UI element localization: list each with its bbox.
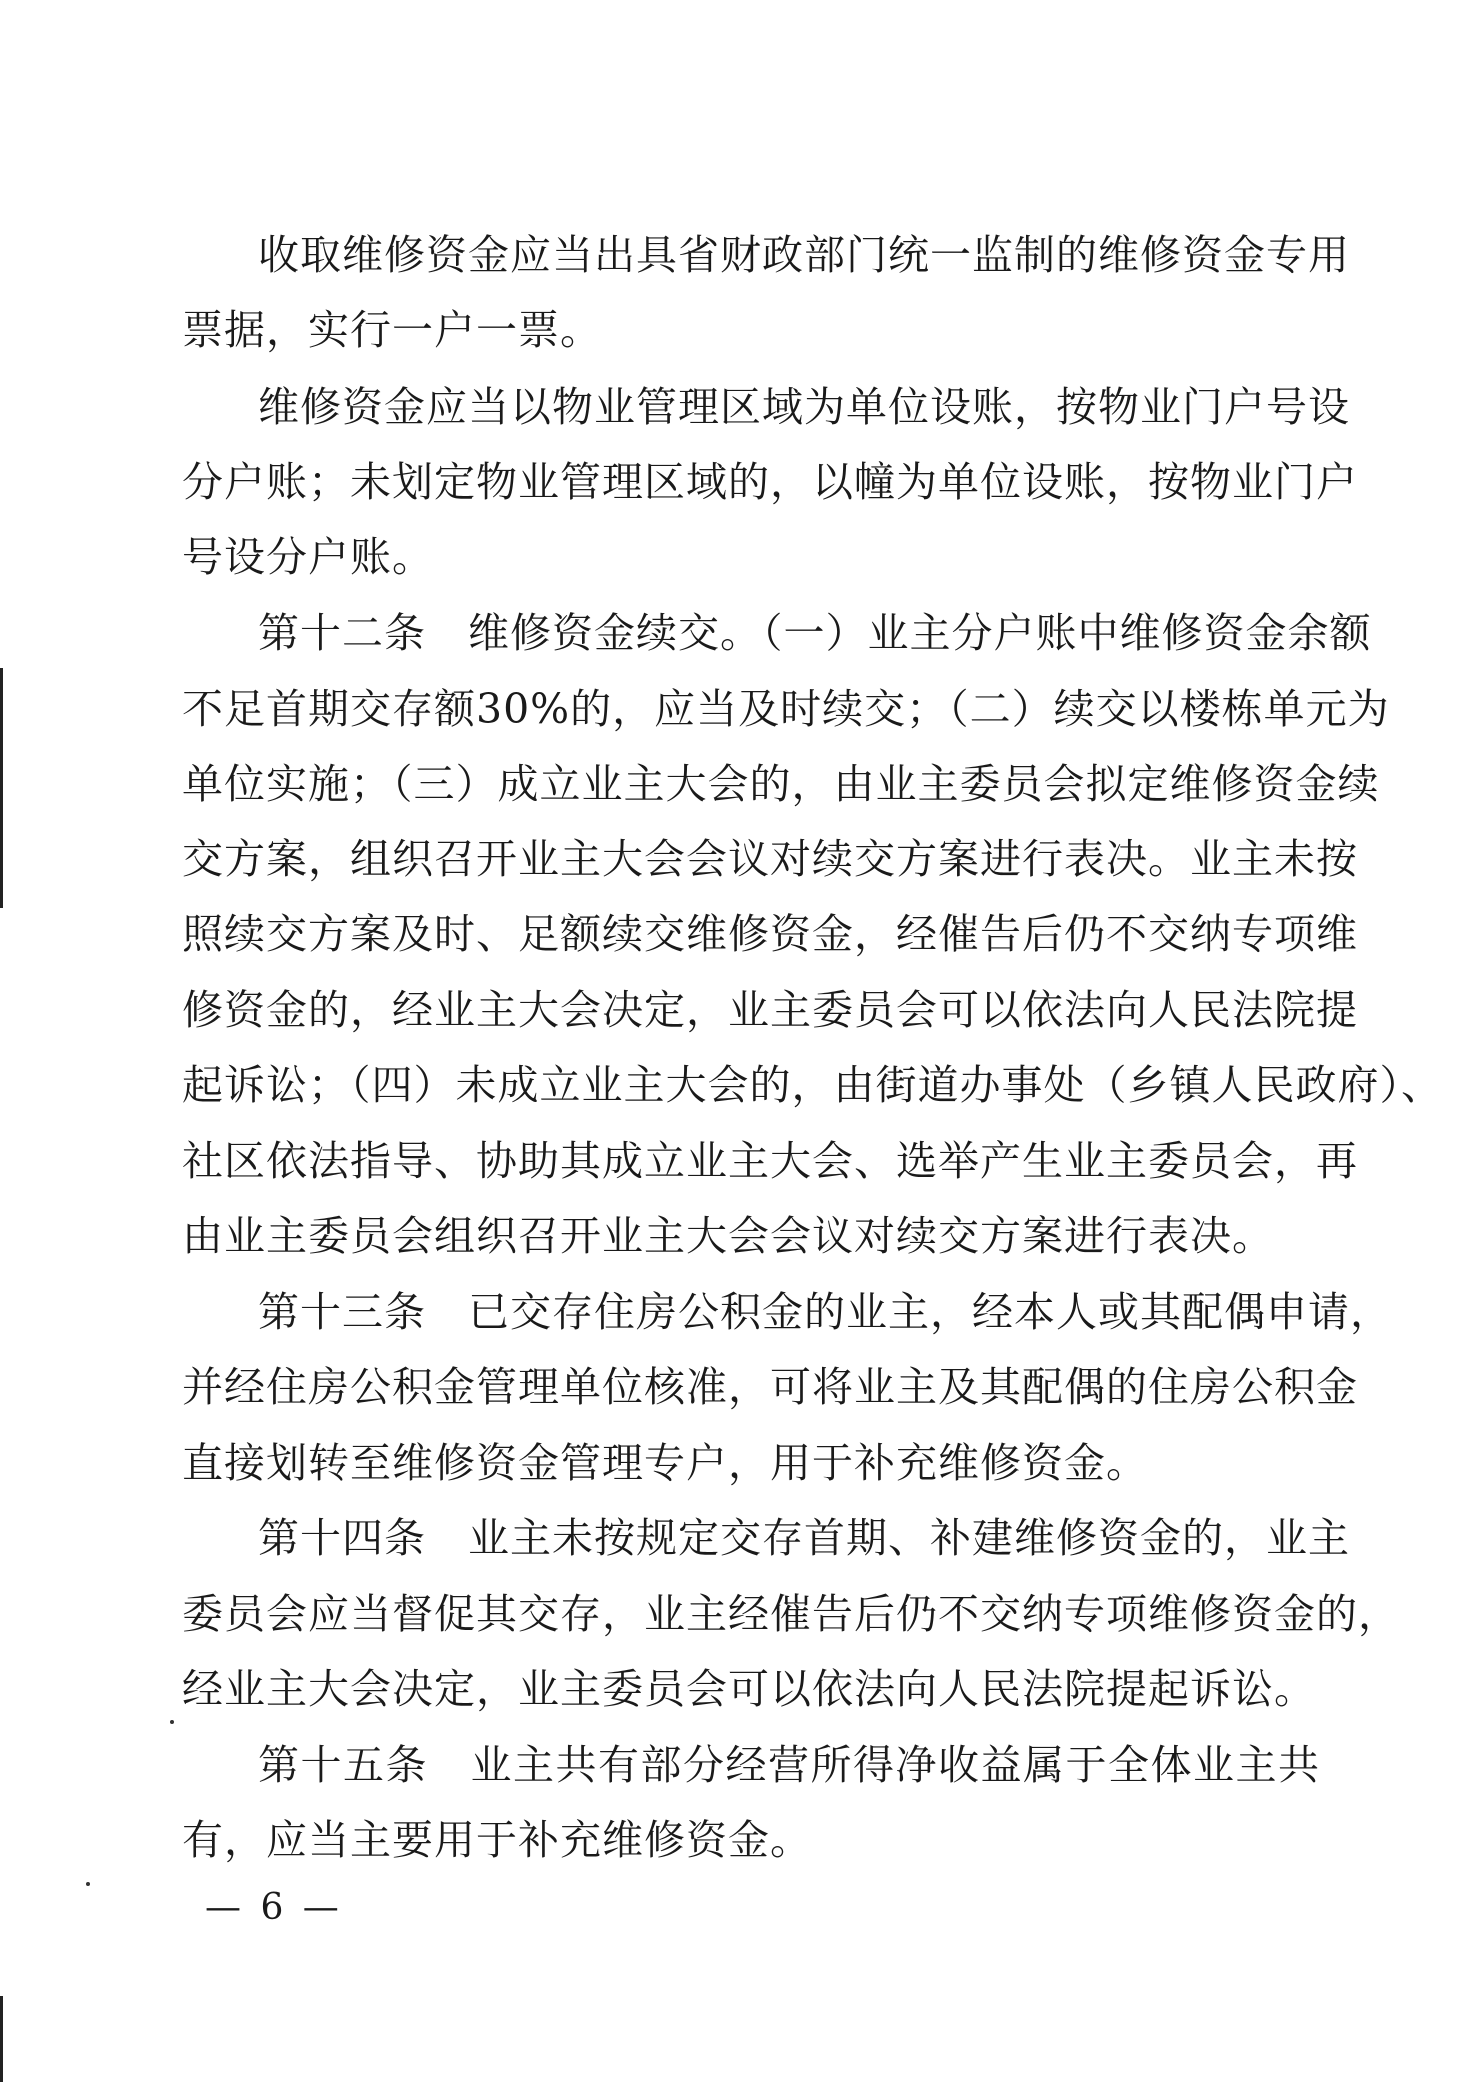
text-line: 交方案，组织召开业主大会会议对续交方案进行表决。业主未按 (182, 835, 1358, 883)
page-number: — 6 — (205, 1887, 343, 1928)
text-line: 票据，实行一户一票。 (182, 306, 602, 354)
article-12-heading-line: 第十二条 维修资金续交。（一）业主分户账中维修资金余额 (258, 609, 1372, 657)
text-line: 照续交方案及时、足额续交维修资金，经催告后仍不交纳专项维 (182, 910, 1358, 958)
scan-margin-mark (0, 668, 3, 908)
article-14-heading-line: 第十四条 业主未按规定交存首期、补建维修资金的，业主 (258, 1514, 1350, 1562)
scan-speck (170, 1720, 174, 1724)
text-line: 有，应当主要用于补充维修资金。 (182, 1816, 812, 1864)
text-line: 号设分户账。 (182, 533, 434, 581)
text-line: 并经住房公积金管理单位核准，可将业主及其配偶的住房公积金 (182, 1363, 1358, 1411)
text-line: 维修资金应当以物业管理区域为单位设账，按物业门户号设 (258, 383, 1350, 431)
text-line: 社区依法指导、协助其成立业主大会、选举产生业主委员会，再 (182, 1137, 1358, 1185)
scan-margin-mark (0, 1996, 3, 2082)
text-line: 直接划转至维修资金管理专户，用于补充维修资金。 (182, 1439, 1148, 1487)
text-line: 委员会应当督促其交存，业主经催告后仍不交纳专项维修资金的， (182, 1590, 1400, 1638)
text-line: 单位实施；（三）成立业主大会的，由业主委员会拟定维修资金续 (182, 760, 1380, 808)
text-line: 修资金的，经业主大会决定，业主委员会可以依法向人民法院提 (182, 986, 1358, 1034)
scan-speck (86, 1882, 90, 1886)
text-line: 经业主大会决定，业主委员会可以依法向人民法院提起诉讼。 (182, 1665, 1316, 1713)
article-13-heading-line: 第十三条 已交存住房公积金的业主，经本人或其配偶申请， (258, 1288, 1392, 1336)
text-line: 由业主委员会组织召开业主大会会议对续交方案进行表决。 (182, 1212, 1274, 1260)
article-15-heading-line: 第十五条 业主共有部分经营所得净收益属于全体业主共 (258, 1741, 1320, 1789)
text-line: 起诉讼；（四）未成立业主大会的，由街道办事处（乡镇人民政府）、 (182, 1061, 1443, 1109)
text-line: 收取维修资金应当出具省财政部门统一监制的维修资金专用 (258, 231, 1350, 279)
text-line: 不足首期交存额30%的，应当及时续交；（二）续交以楼栋单元为 (182, 685, 1390, 733)
text-line: 分户账；未划定物业管理区域的，以幢为单位设账，按物业门户 (182, 458, 1358, 506)
